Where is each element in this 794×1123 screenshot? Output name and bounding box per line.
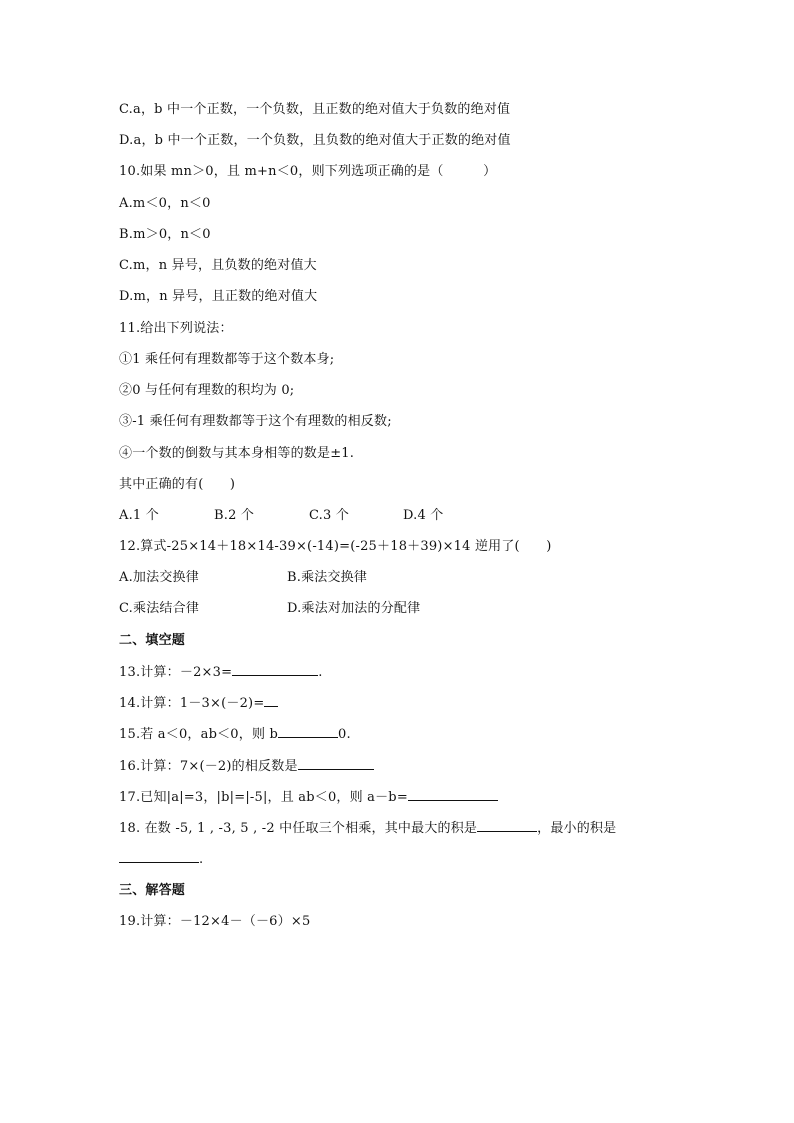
q10-option-d: D.m，n 异号，且正数的绝对值大 xyxy=(119,289,318,304)
q9-option-d: D.a，b 中一个正数，一个负数，且负数的绝对值大于正数的绝对值 xyxy=(119,133,511,148)
q18-text: 18. 在数 -5, 1 , -3, 5 , -2 中任取三个相乘，其中最大的积是 xyxy=(119,821,478,836)
q10-option-c: C.m，n 异号，且负数的绝对值大 xyxy=(119,258,317,273)
q11-option-c: C.3 个 xyxy=(309,508,350,523)
q16-text: 16.计算：7×(－2)的相反数是 xyxy=(119,759,298,774)
q10-stem: 10.如果 mn＞0，且 m+n＜0，则下列选项正确的是（ ） xyxy=(119,164,497,179)
q11-statement-3: ③-1 乘任何有理数都等于这个有理数的相反数; xyxy=(119,414,392,429)
q14 xyxy=(119,694,278,713)
q11-option-a: A.1 个 xyxy=(119,508,159,523)
section-heading-fill-in: 二、填空题 xyxy=(119,633,186,648)
q14-answer-blank xyxy=(264,694,278,707)
section-heading-solve: 三、解答题 xyxy=(119,883,186,898)
q11-prompt: 其中正确的有( ) xyxy=(119,477,236,492)
q18-end: . xyxy=(199,852,204,867)
q15-end: 0. xyxy=(338,727,351,742)
q12-stem: 12.算式-25×14＋18×14-39×(-14)=(-25＋18＋39)×14 逆用了( ) xyxy=(119,539,552,554)
q9-option-c: C.a，b 中一个正数，一个负数，且正数的绝对值大于负数的绝对值 xyxy=(119,102,511,117)
q15-text: 15.若 a＜0，ab＜0，则 b xyxy=(119,727,279,742)
q18-text-mid: ，最小的积是 xyxy=(537,821,617,836)
q17-text: 17.已知|a|=3，|b|=|-5|，且 ab＜0，则 a－b= xyxy=(119,790,408,805)
q12-option-d: D.乘法对加法的分配律 xyxy=(287,601,421,616)
q18-line2 xyxy=(119,850,203,869)
q11-options xyxy=(119,507,444,525)
q11-option-b: B.2 个 xyxy=(214,508,255,523)
q19: 19.计算：－12×4－（－6）×5 xyxy=(119,914,311,929)
q18-min-blank xyxy=(119,850,199,863)
q12-option-a: A.加法交换律 xyxy=(119,570,199,585)
q10-option-a: A.m＜0，n＜0 xyxy=(119,196,211,211)
q10-option-b: B.m＞0，n＜0 xyxy=(119,227,211,242)
q16 xyxy=(119,757,374,776)
q12-option-b: B.乘法交换律 xyxy=(287,570,368,585)
q13-text: 13.计算：－2×3= xyxy=(119,665,233,680)
q18-max-blank xyxy=(477,819,537,832)
q11-statement-1: ①1 乘任何有理数都等于这个数本身; xyxy=(119,352,335,367)
q12-option-c: C.乘法结合律 xyxy=(119,601,200,616)
q17-answer-blank xyxy=(408,788,498,801)
q18-line1 xyxy=(119,819,616,838)
q11-stem: 11.给出下列说法： xyxy=(119,321,233,336)
q12-options-row1 xyxy=(119,569,367,587)
q13-end: . xyxy=(318,665,323,680)
q11-statement-2: ②0 与任何有理数的积均为 0; xyxy=(119,383,295,398)
q13-answer-blank xyxy=(232,663,318,676)
q13 xyxy=(119,663,323,682)
q17 xyxy=(119,788,498,807)
q12-options-row2 xyxy=(119,600,420,618)
q14-text: 14.计算：1－3×(－2)= xyxy=(119,696,265,711)
q11-statement-4: ④一个数的倒数与其本身相等的数是±1. xyxy=(119,446,355,461)
q11-option-d: D.4 个 xyxy=(403,508,444,523)
q15 xyxy=(119,725,351,744)
q15-answer-blank xyxy=(278,725,338,738)
q16-answer-blank xyxy=(298,757,374,770)
